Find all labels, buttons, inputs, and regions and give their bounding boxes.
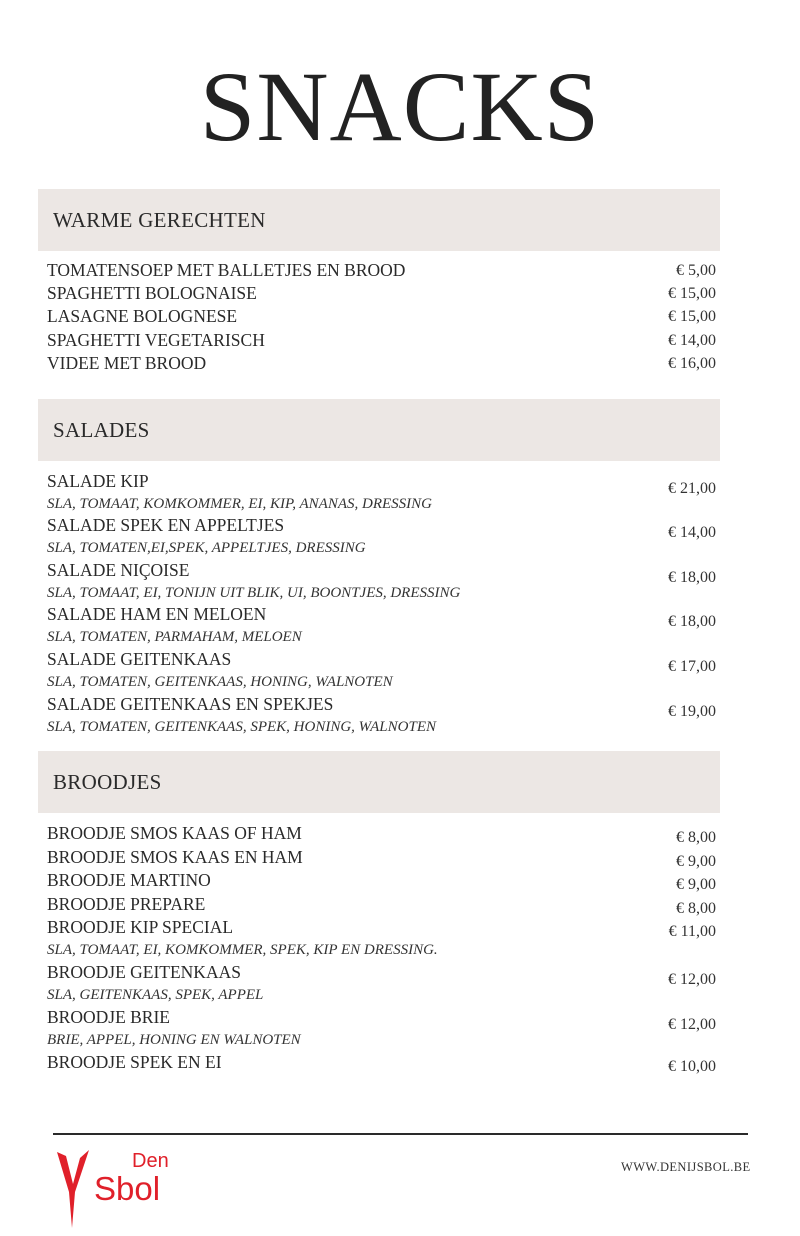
menu-item xyxy=(47,514,720,559)
menu-item xyxy=(47,352,720,375)
menu-item xyxy=(47,1051,720,1074)
item-price: € 14,00 xyxy=(668,332,716,349)
brand-logo-bottom-text: Sbol xyxy=(94,1170,161,1207)
menu-item xyxy=(47,916,720,961)
item-name: SALADE NIÇOISE xyxy=(47,560,190,580)
menu-item xyxy=(47,329,720,352)
item-price: € 10,00 xyxy=(668,1058,716,1075)
item-name: BROODJE GEITENKAAS xyxy=(47,962,241,982)
brand-logo xyxy=(52,1140,212,1230)
menu-item xyxy=(47,893,720,916)
footer-divider xyxy=(53,1133,748,1135)
item-price: € 18,00 xyxy=(668,613,716,630)
section-heading: BROODJES xyxy=(53,770,162,794)
item-price: € 19,00 xyxy=(668,703,716,720)
menu-item xyxy=(47,559,720,604)
item-price: € 14,00 xyxy=(668,524,716,541)
menu-item xyxy=(47,648,720,693)
section-header-warme-gerechten xyxy=(38,189,720,251)
item-name: TOMATENSOEP MET BALLETJES EN BROOD xyxy=(47,260,406,280)
item-price: € 12,00 xyxy=(668,971,716,988)
menu-item xyxy=(47,1006,720,1051)
item-name: SALADE GEITENKAAS xyxy=(47,649,232,669)
item-name: SALADE KIP xyxy=(47,471,149,491)
item-description: BRIE, APPEL, HONING EN WALNOTEN xyxy=(47,1032,301,1048)
item-price: € 16,00 xyxy=(668,355,716,372)
menu-item xyxy=(47,693,720,738)
item-price: € 8,00 xyxy=(676,829,716,846)
item-price: € 21,00 xyxy=(668,480,716,497)
item-price: € 11,00 xyxy=(668,923,716,940)
item-price: € 9,00 xyxy=(676,876,716,893)
item-description: SLA, TOMATEN, GEITENKAAS, SPEK, HONING, WALNOTEN xyxy=(47,719,436,735)
item-name: SPAGHETTI VEGETARISCH xyxy=(47,330,265,350)
menu-item xyxy=(47,305,720,328)
item-name: BROODJE KIP SPECIAL xyxy=(47,917,234,937)
section-header-salades xyxy=(38,399,720,461)
menu-item xyxy=(47,822,720,845)
item-name: BROODJE PREPARE xyxy=(47,894,206,914)
item-price: € 12,00 xyxy=(668,1016,716,1033)
section-heading: WARME GERECHTEN xyxy=(53,208,266,232)
section-heading: SALADES xyxy=(53,418,150,442)
item-price: € 18,00 xyxy=(668,569,716,586)
item-description: SLA, TOMAAT, EI, TONIJN UIT BLIK, UI, BOONTJES, DRESSING xyxy=(47,585,461,601)
brand-logo-top-text: Den xyxy=(132,1150,169,1172)
menu-item xyxy=(47,259,720,282)
page-title: SNACKS xyxy=(199,51,601,162)
item-name: BROODJE MARTINO xyxy=(47,870,211,890)
item-description: SLA, TOMATEN, GEITENKAAS, HONING, WALNOTEN xyxy=(47,674,393,690)
menu-item xyxy=(47,846,720,869)
item-description: SLA, GEITENKAAS, SPEK, APPEL xyxy=(47,987,264,1003)
menu-item xyxy=(47,603,720,648)
menu-item xyxy=(47,282,720,305)
item-description: SLA, TOMAAT, EI, KOMKOMMER, SPEK, KIP EN DRESSING. xyxy=(47,942,438,958)
item-price: € 15,00 xyxy=(668,308,716,325)
item-description: SLA, TOMATEN, PARMAHAM, MELOEN xyxy=(47,629,302,645)
menu-item xyxy=(47,961,720,1006)
website-link[interactable]: WWW.DENIJSBOL.BE xyxy=(621,1160,751,1174)
item-price: € 8,00 xyxy=(676,900,716,917)
menu-item xyxy=(47,470,720,515)
section-header-broodjes xyxy=(38,751,720,813)
item-description: SLA, TOMAAT, KOMKOMMER, EI, KIP, ANANAS, DRESSING xyxy=(47,496,432,512)
item-price: € 9,00 xyxy=(676,853,716,870)
item-name: BROODJE SMOS KAAS EN HAM xyxy=(47,847,303,867)
menu-item xyxy=(47,869,720,892)
item-name: SPAGHETTI BOLOGNAISE xyxy=(47,283,257,303)
item-name: LASAGNE BOLOGNESE xyxy=(47,306,238,326)
item-price: € 15,00 xyxy=(668,285,716,302)
item-description: SLA, TOMATEN,EI,SPEK, APPELTJES, DRESSING xyxy=(47,540,366,556)
item-name: BROODJE SMOS KAAS OF HAM xyxy=(47,823,302,843)
item-name: BROODJE SPEK EN EI xyxy=(47,1052,222,1072)
item-name: SALADE SPEK EN APPELTJES xyxy=(47,515,285,535)
item-price: € 17,00 xyxy=(668,658,716,675)
item-price: € 5,00 xyxy=(676,262,716,279)
item-name: SALADE HAM EN MELOEN xyxy=(47,604,267,624)
item-name: BROODJE BRIE xyxy=(47,1007,170,1027)
item-name: VIDEE MET BROOD xyxy=(47,353,207,373)
item-name: SALADE GEITENKAAS EN SPEKJES xyxy=(47,694,334,714)
brand-logo-mark xyxy=(57,1150,89,1228)
